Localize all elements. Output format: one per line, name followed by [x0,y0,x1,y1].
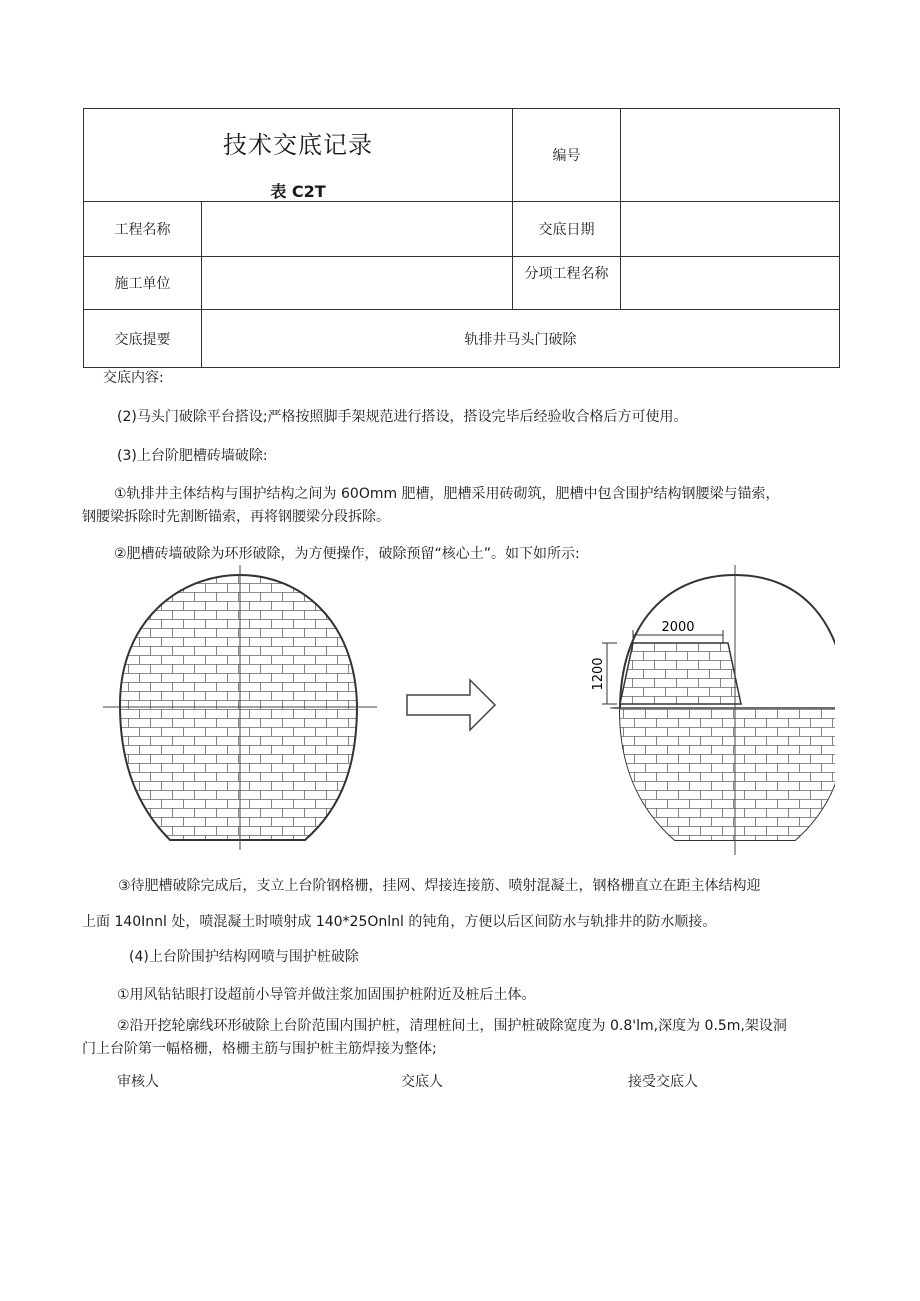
paragraph-4-1: ①用风钻钻眼打设超前小导管并做注浆加固围护桩附近及桩后土体。 [117,987,536,1003]
form-number: 表 C2T [270,182,326,201]
width-dimension-label: 2000 [661,620,695,635]
paragraph-3-1b: 钢腰梁拆除时先割断锚索，再将钢腰梁分段拆除。 [82,509,390,525]
project-name-label: 工程名称 [84,202,202,257]
demolition-diagram [95,565,835,865]
project-name-value[interactable] [202,202,513,257]
paragraph-4-2a: ②沿开挖轮廓线环形破除上台阶范围内围护桩，清理桩间土，围护桩破除宽度为 0.8'lm,深度为 0.5m,架设洞 [117,1018,787,1034]
header-table [83,108,840,368]
summary-label: 交底提要 [84,310,202,368]
reviewer-label: 审核人 [117,1074,159,1090]
paragraph-2: (2)马头门破除平台搭设;严格按照脚手架规范进行搭设，搭设完毕后经验收合格后方可使用。 [117,409,688,425]
paragraph-3-3b: 上面 140Innl 处，喷混凝土时喷射成 140*25Onlnl 的钝角，方便以后区间防水与轨排井的防水顺接。 [82,914,717,930]
code-value[interactable] [621,109,840,202]
paragraph-4-2b: 门上台阶第一幅格栅，格栅主筋与围护桩主筋焊接为整体; [82,1041,437,1057]
paragraph-3-1a: ①轨排井主体结构与围护结构之间为 60Omm 肥槽，肥槽采用砖砌筑，肥槽中包含围护结构钢腰梁与锚索， [114,486,780,502]
unit-label: 施工单位 [84,257,202,310]
subitem-label: 分项工程名称 [513,257,621,310]
arrow-icon [407,680,495,730]
document-title: 技术交底记录 [223,131,373,159]
title-cell [84,109,513,202]
content-label: 交底内容: [103,370,164,386]
height-dimension-label: 1200 [591,657,606,691]
paragraph-3-2: ②肥槽砖墙破除为环形破除，为方便操作，破除预留“核心土”。如下如所示: [114,546,580,562]
code-label: 编号 [513,109,621,202]
summary-value: 轨排井马头门破除 [202,310,840,368]
discloser-label: 交底人 [401,1074,443,1090]
lower-bench-bricks [610,708,835,848]
receiver-label: 接受交底人 [628,1074,698,1090]
date-label: 交底日期 [513,202,621,257]
date-value[interactable] [621,202,840,257]
paragraph-3: (3)上台阶肥槽砖墙破除: [117,448,268,464]
paragraph-3-3a: ③待肥槽破除完成后，支立上台阶钢格栅，挂网、焊接连接筋、喷射混凝土，钢格栅直立在距主体结构迎 [118,878,761,894]
subitem-value[interactable] [621,257,840,310]
paragraph-4: (4)上台阶围护结构网喷与围护桩破除 [129,949,359,965]
unit-value[interactable] [202,257,513,310]
